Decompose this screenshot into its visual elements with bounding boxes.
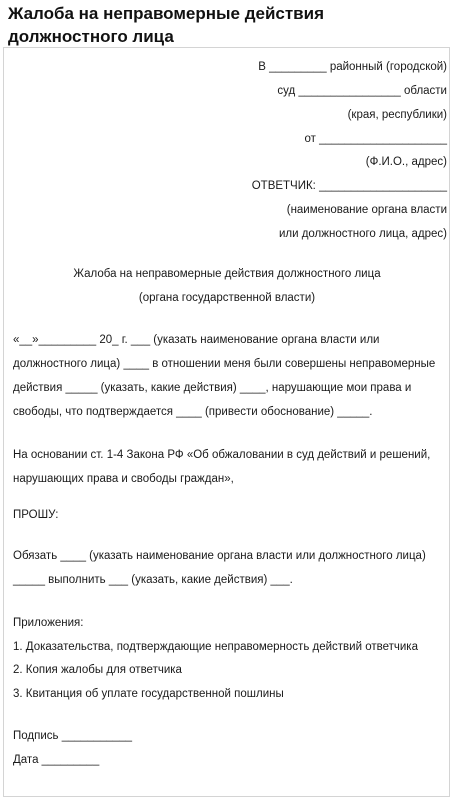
court-line: В _________ районный (городской) <box>258 61 447 73</box>
court-region-line: суд ________________ области <box>277 85 447 97</box>
paragraph-1-line-2: должностного лица) ____ в отношении меня были совершены неправомерные <box>13 358 436 370</box>
request-line-2: _____ выполнить ___ (указать, какие действия) ___. <box>13 574 293 586</box>
page-title-line-2: должностного лица <box>8 27 174 46</box>
defendant-line: ОТВЕТЧИК: ____________________ <box>251 180 447 192</box>
paragraph-2-line-2: нарушающих права и свободы граждан», <box>13 473 234 485</box>
paragraph-1-line-3: действия _____ (указать, какие действия) ____, нарушающие мои права и <box>13 382 412 394</box>
paragraph-1-line-1: «__»_________ 20_ г. ___ (указать наименование органа власти или <box>13 334 380 346</box>
applicant-hint: (Ф.И.О., адрес) <box>365 156 447 168</box>
attachment-item-1: 1. Доказательства, подтверждающие неправомерность действий ответчика <box>13 641 418 653</box>
paragraph-2-line-1: На основании ст. 1-4 Закона РФ «Об обжаловании в суд действий и решений, <box>13 449 431 461</box>
applicant-line: от ____________________ <box>304 133 447 145</box>
attachments-label: Приложения: <box>13 617 84 629</box>
defendant-hint-2: или должностного лица, адрес) <box>278 228 447 240</box>
document-heading-2: (органа государственной власти) <box>138 292 316 304</box>
page-title <box>8 2 448 48</box>
date-line: Дата _________ <box>13 754 100 766</box>
signature-line: Подпись ___________ <box>13 730 133 742</box>
court-region-hint: (края, республики) <box>347 109 447 121</box>
defendant-hint-1: (наименование органа власти <box>286 204 447 216</box>
document-heading-1: Жалоба на неправомерные действия должностного лица <box>73 268 381 280</box>
attachment-item-3: 3. Квитанция об уплате государственной пошлины <box>13 688 284 700</box>
request-line-1: Обязать ____ (указать наименование органа власти или должностного лица) <box>13 550 426 562</box>
attachment-item-2: 2. Копия жалобы для ответчика <box>13 664 182 676</box>
page-title-line-1: Жалоба на неправомерные действия <box>8 4 325 23</box>
request-label: ПРОШУ: <box>13 509 59 521</box>
paragraph-1-line-4: свободы, что подтверждается ____ (привести обоснование) _____. <box>13 406 373 418</box>
